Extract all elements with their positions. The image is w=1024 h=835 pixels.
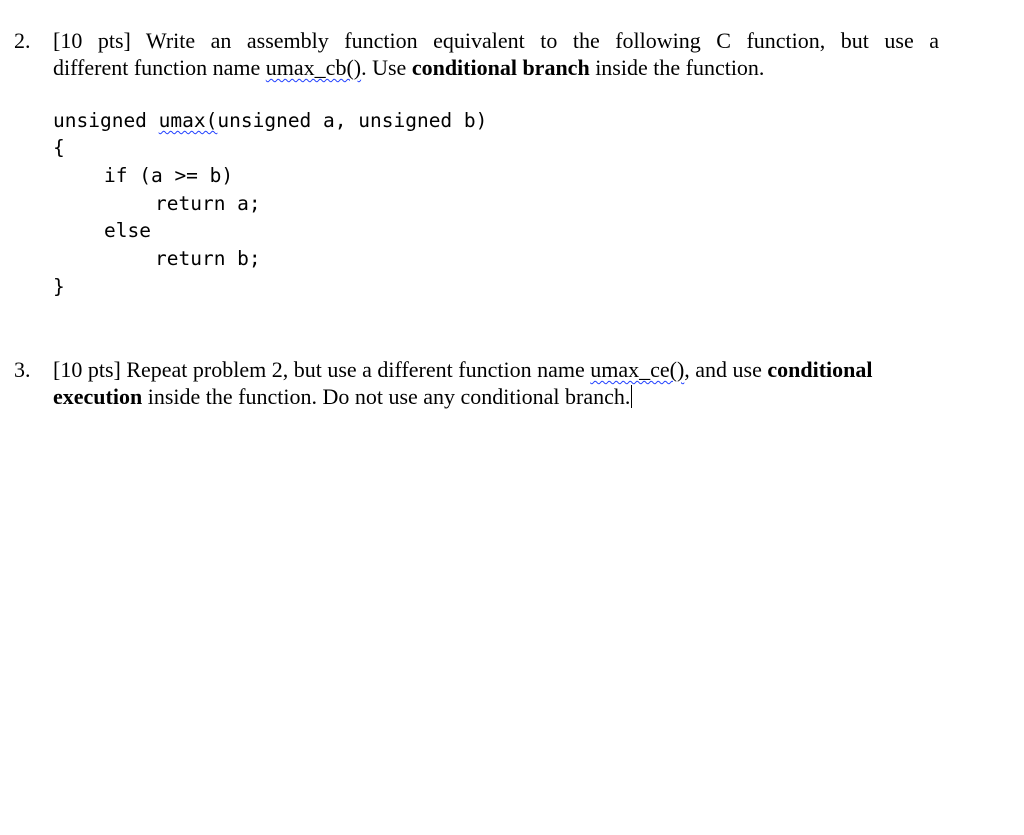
- problem-2-text-mid: . Use: [361, 55, 412, 80]
- problem-3-text-mid: , and use: [684, 357, 768, 382]
- code-open-brace: {: [53, 136, 65, 159]
- problem-2-text-pre: different function name: [53, 55, 266, 80]
- conditional-branch-bold: conditional branch: [411, 55, 590, 80]
- problem-3-text-pre: [10 pts] Repeat problem 2, but use a different function name: [53, 357, 591, 382]
- text-cursor: [631, 385, 632, 408]
- function-name-umax-cb: umax_cb(): [265, 55, 362, 80]
- code-return-b: return b;: [155, 247, 261, 270]
- problem-2-text-post: inside the function.: [589, 55, 765, 80]
- problem-3-line-2: [53, 383, 939, 410]
- code-close-brace: }: [53, 275, 65, 298]
- problem-3-line-1: [53, 356, 939, 383]
- code-sig-type: unsigned: [53, 109, 159, 132]
- problem-2-line-1: [10 pts] Write an assembly function equivalent to the following C function, but use a: [53, 28, 939, 53]
- execution-bold: execution: [53, 384, 143, 409]
- conditional-bold: conditional: [767, 357, 873, 382]
- problem-3-text[interactable]: [53, 356, 939, 410]
- code-else-line: else: [104, 219, 151, 242]
- code-signature: [53, 107, 487, 135]
- problem-2-number: 2.: [14, 28, 31, 53]
- code-sig-params: unsigned a, unsigned b): [217, 109, 488, 132]
- problem-3-number: 3.: [14, 357, 31, 382]
- problem-2-text[interactable]: [53, 27, 939, 81]
- code-return-a: return a;: [155, 192, 261, 215]
- problem-3-text-post: inside the function. Do not use any conditional branch.: [142, 384, 631, 409]
- code-if-line: if (a >= b): [104, 164, 234, 187]
- problem-2-line-2: [53, 54, 939, 81]
- function-name-umax-ce: umax_ce(): [590, 357, 685, 382]
- code-sig-fn: umax(: [158, 109, 218, 132]
